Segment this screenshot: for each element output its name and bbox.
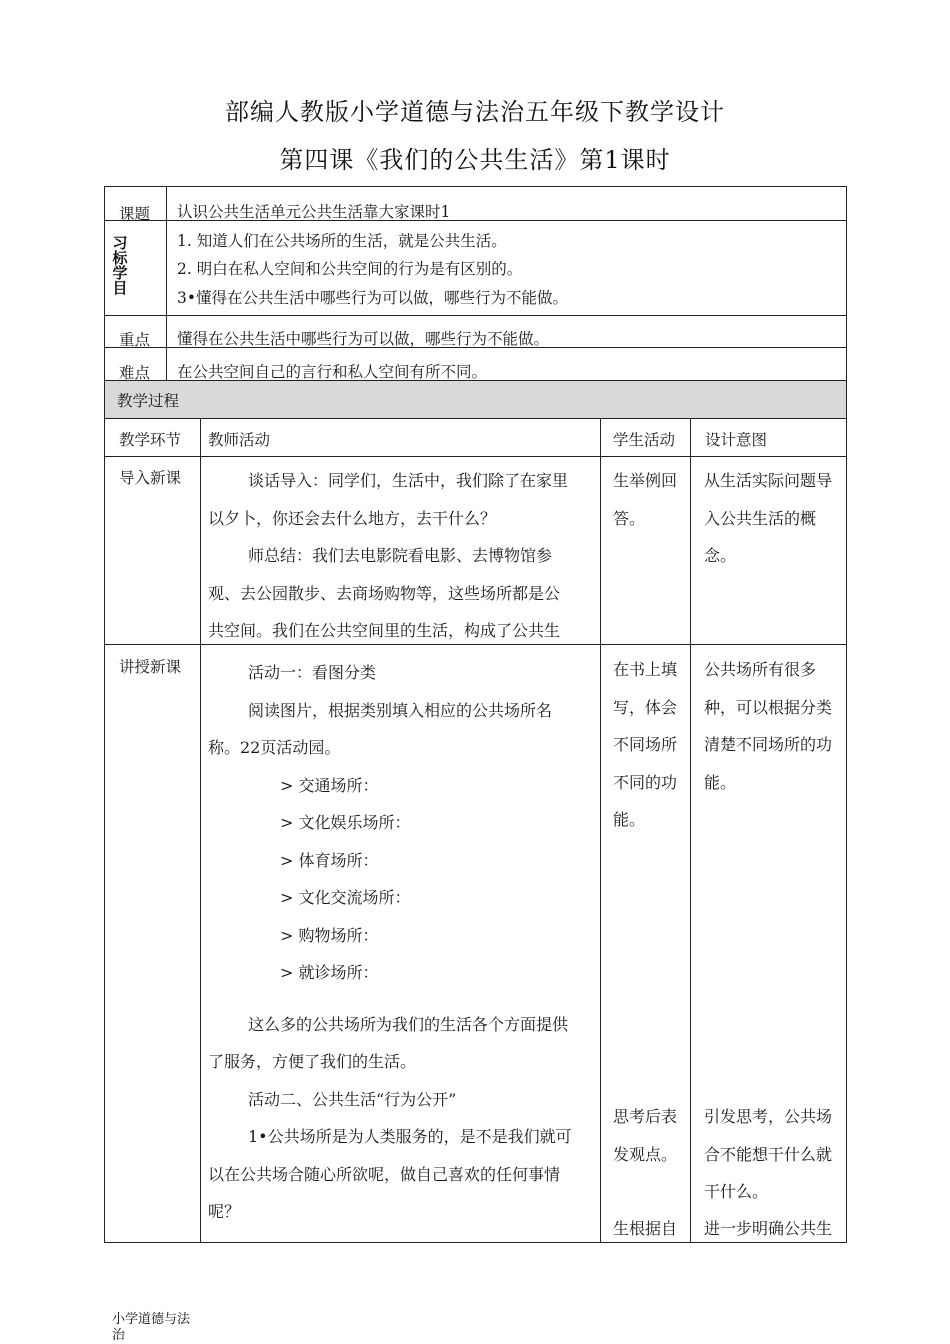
teacher-text: 呢？ [208, 1202, 241, 1221]
column-divider [690, 418, 691, 1243]
student-activity [613, 1098, 677, 1173]
goals-label-char: 标 [112, 249, 128, 267]
goals-label-char: 习 [112, 234, 128, 252]
document-title: 部编人教版小学道德与法治五年级下教学设计 [225, 98, 725, 126]
student-text: 在书上填 [613, 660, 678, 679]
intent-text: 入公共生活的概 [704, 508, 817, 528]
intent-text: 合不能想干什么就 [704, 1144, 833, 1164]
header-teacher: 教师活动 [208, 431, 271, 449]
goal-item: 2. 明白在私人空间和公共空间的行为是有区别的。 [177, 260, 523, 278]
header-intent: 设计意图 [705, 431, 768, 449]
row-divider [104, 418, 847, 419]
goals-label-char: 学 [112, 264, 128, 282]
footer-line: 治 [112, 1328, 126, 1343]
place-item: > 文化娱乐场所： [280, 813, 411, 832]
table-border-left [104, 186, 105, 1243]
place-item: > 就诊场所： [280, 963, 379, 982]
page-footer [112, 1312, 212, 1344]
student-activity [613, 462, 677, 537]
teacher-activity [208, 654, 572, 1231]
column-divider [200, 418, 201, 1243]
place-item: > 购物场所： [280, 925, 379, 945]
goal-item: 3•懂得在公共生活中哪些行为可以做，哪些行为不能做。 [177, 289, 569, 307]
key-point-label: 重点 [119, 331, 151, 349]
teacher-text: 共空间。我们在公共空间里的生活，构成了公共生 [208, 621, 561, 640]
topic-label: 课题 [119, 205, 151, 223]
teacher-text: 观、去公园散步、去商场购物等，这些场所都是公 [208, 583, 561, 603]
teacher-text: 以在公共场合随心所欲呢，做自己喜欢的任何事情 [208, 1164, 561, 1184]
topic-value: 认识公共生活单元公共生活靠大家课时1 [177, 203, 451, 221]
place-item: > 交通场所： [280, 775, 379, 795]
footer-line: 小学道德与法 [112, 1312, 191, 1327]
goal-item: 1. 知道人们在公共场所的生活，就是公共生活。 [177, 232, 507, 250]
place-item: > 体育场所： [280, 850, 379, 870]
student-text: 生根据自 [613, 1219, 678, 1238]
difficulty-value: 在公共空间自己的言行和私人空间有所不同。 [177, 363, 488, 381]
teacher-text: 活动一：看图分类 [248, 663, 377, 682]
student-activity [613, 651, 677, 839]
teacher-text: 称。22页活动园。 [208, 738, 341, 757]
design-intent [704, 1098, 832, 1211]
spacer [208, 992, 572, 1006]
intent-text: 进一步明确公共生 [704, 1219, 833, 1238]
teacher-text: 了服务，方便了我们的生活。 [208, 1052, 417, 1071]
intent-text: 清楚不同场所的功 [704, 735, 833, 754]
header-student: 学生活动 [613, 431, 676, 449]
row-divider [104, 315, 847, 316]
intent-text: 能。 [704, 772, 737, 792]
teacher-activity [208, 462, 568, 650]
design-intent [704, 462, 832, 575]
intent-text: 干什么。 [704, 1182, 769, 1201]
goals-label [112, 236, 128, 296]
student-text: 发观点。 [613, 1144, 678, 1164]
design-intent [704, 651, 832, 801]
intent-text: 引发思考，公共场 [704, 1107, 833, 1126]
student-text: 不同的功 [613, 772, 678, 792]
teacher-text: 师总结：我们去电影院看电影、去博物馆参 [248, 546, 553, 565]
header-stage: 教学环节 [119, 431, 182, 449]
teacher-text: 这么多的公共场所为我们的生活各个方面提供 [248, 1014, 569, 1034]
intent-text: 从生活实际问题导 [704, 471, 833, 490]
teacher-text: 以夕卜，你还会去什么地方，去干什么？ [208, 508, 497, 528]
student-text: 能。 [613, 810, 646, 829]
student-text: 思考后表 [613, 1107, 678, 1126]
label-column-divider [166, 186, 167, 381]
key-point-value: 懂得在公共生活中哪些行为可以做，哪些行为不能做。 [177, 330, 550, 348]
student-text: 生举例回 [613, 471, 678, 490]
row-divider [104, 456, 847, 457]
teacher-text: 阅读图片，根据类别填入相应的公共场所名 [248, 700, 553, 720]
teacher-text: 谈话导入：同学们，生活中，我们除了在家里 [248, 471, 569, 490]
intent-text: 公共场所有很多 [704, 660, 817, 679]
column-divider [600, 418, 601, 1243]
process-band [105, 381, 846, 418]
process-band-label: 教学过程 [117, 392, 180, 410]
difficulty-label: 难点 [119, 364, 151, 382]
goals-label-char: 目 [112, 279, 128, 297]
table-border-right [846, 186, 847, 1243]
intent-text: 种，可以根据分类 [704, 697, 833, 717]
table-border-top [104, 186, 847, 187]
intent-text: 念。 [704, 546, 737, 565]
stage-cell: 导入新课 [119, 469, 182, 487]
design-intent [704, 1210, 832, 1248]
place-item: > 文化交流场所： [280, 888, 411, 907]
lesson-subtitle: 第四课《我们的公共生活》第1课时 [279, 146, 671, 174]
student-activity [613, 1210, 677, 1248]
student-text: 写，体会 [613, 697, 678, 717]
teacher-text: 1•公共场所是为人类服务的，是不是我们就可 [248, 1127, 572, 1146]
student-text: 答。 [613, 508, 646, 528]
student-text: 不同场所 [613, 735, 678, 754]
teacher-text: 活动二、公共生活“行为公开” [248, 1089, 457, 1109]
stage-cell: 讲授新课 [119, 658, 182, 676]
